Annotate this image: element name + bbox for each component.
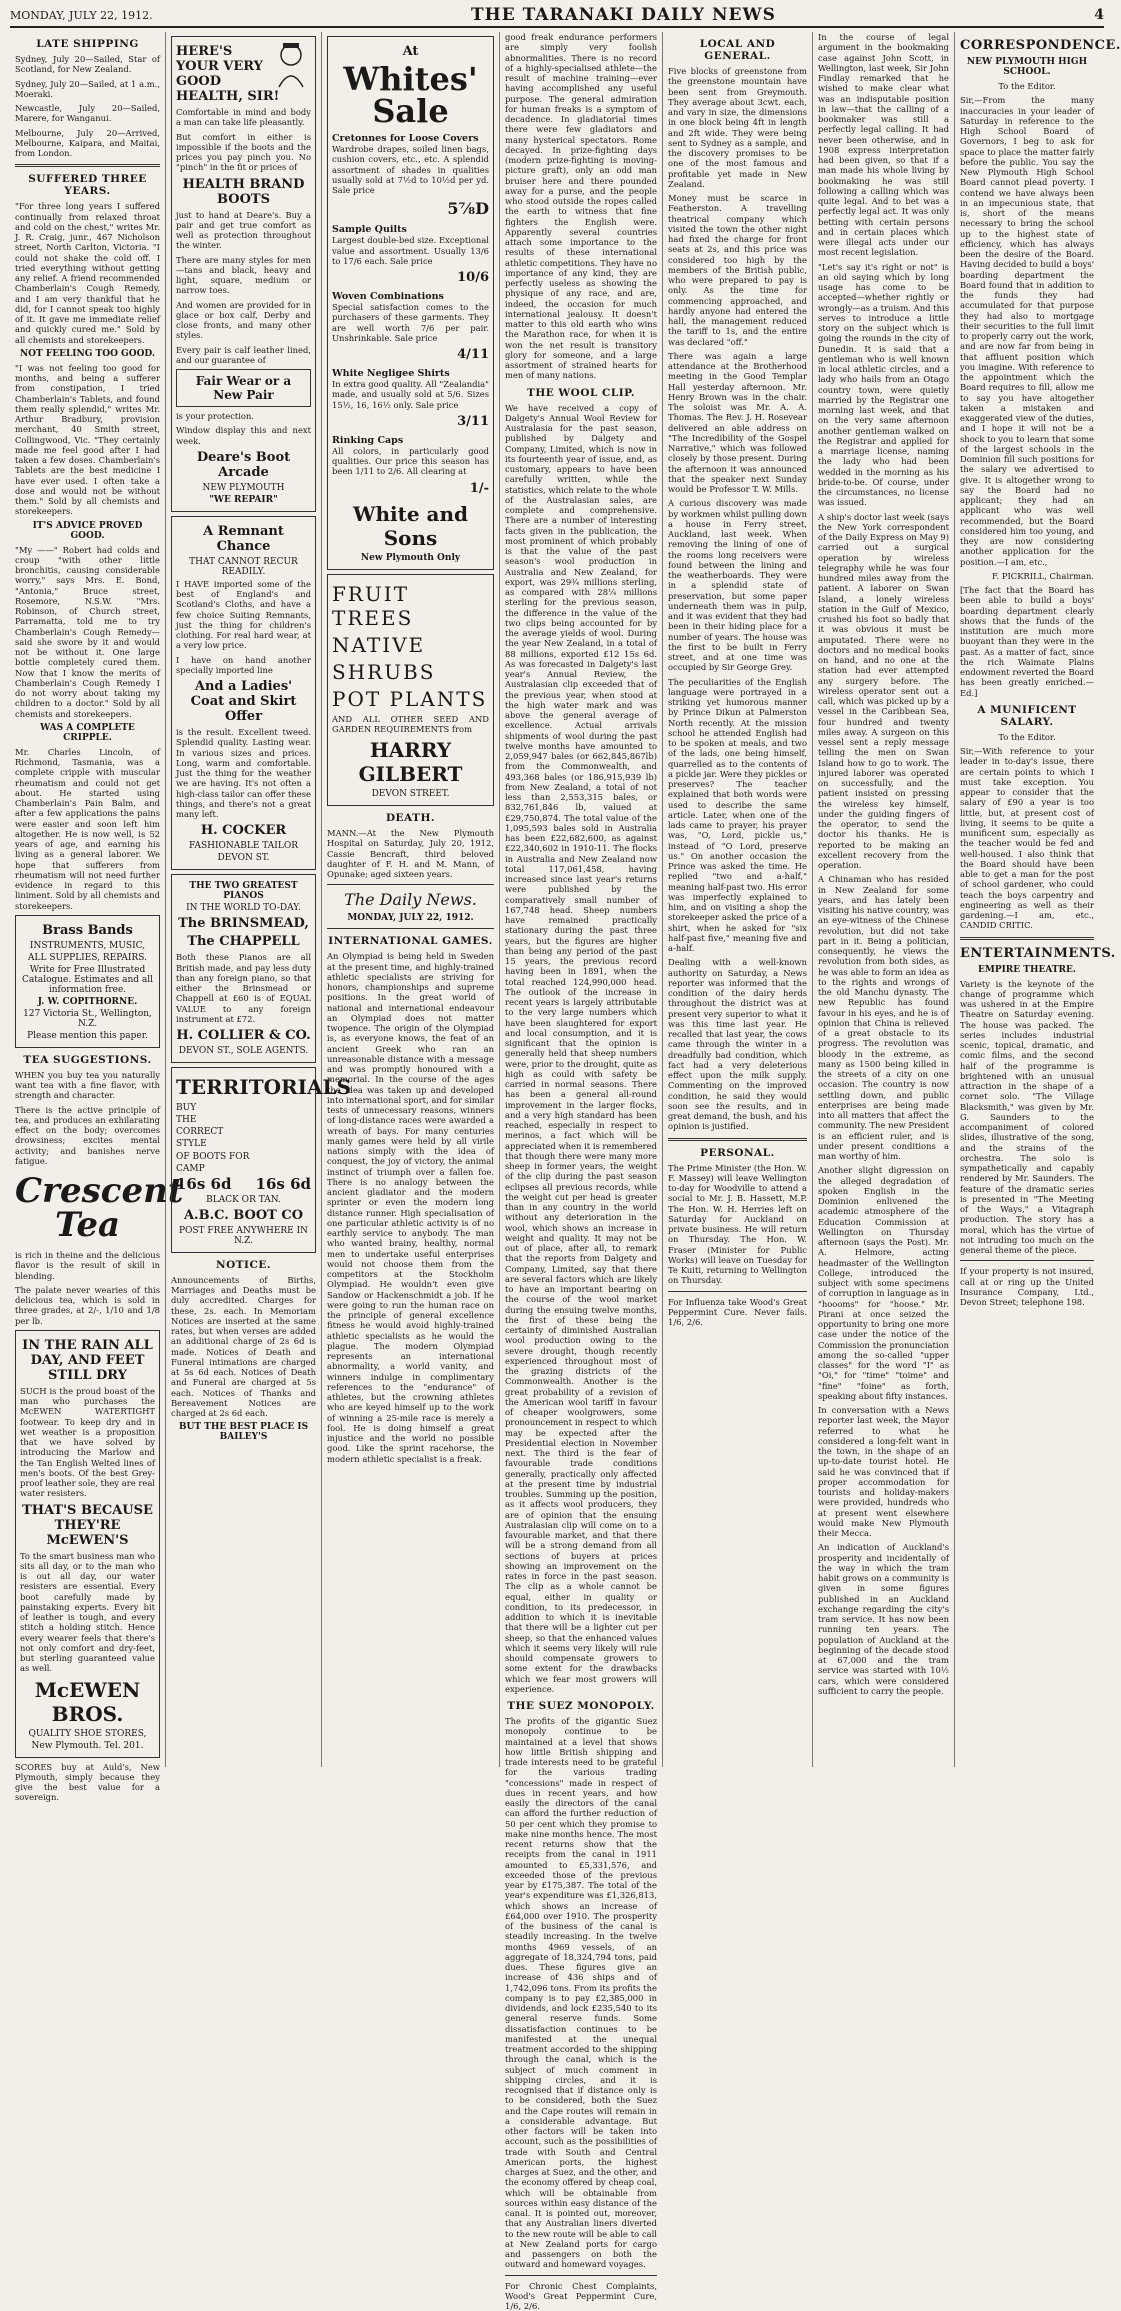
correspondence-head: CORRESPONDENCE.	[960, 38, 1094, 53]
article-para: Money must be scarce in Featherston. A travelling theatrical company which visited the town the other night had fixed the charge for front seats at 2s, and this price was considered too high by the members of the British public, who were prepared to pay is only. As the time for commencing approached, and hardly anyone had entered the hall, the management reduced the tariff to 1s, and the entire was declared "off."	[668, 193, 807, 347]
article-para: There is the active principle of tea, and produces an exhilarating effect on the body; overcomes drowsiness; excites mental activity; and banishes nerve fatigue.	[15, 1105, 160, 1167]
divider	[668, 1291, 807, 1292]
column-1	[10, 32, 166, 1767]
sale-item	[332, 435, 489, 496]
remnant-sub: THAT CANNOT RECUR READILY.	[176, 557, 311, 577]
article-para: [The fact that the Board has been able to build a boys' boarding department clearly shows that the funds of the institution are much more buoyant than they were in the past. As a matter of fact, since the rich Waimate Plains endowment reverted the Board has been greatly enriched.—Ed.]	[960, 585, 1094, 698]
article-para: Mr. Charles Lincoln, of Richmond, Tasmania, was a complete cripple with muscular rheumatism and could not get about. He started using Chamberlain's Pain Balm, and after a few applications the pains were easier and soon left him altogether. He is now well, is 52 years of age, and earning his living as a general laborer. We hope that sufferers from rheumatism will not need further evidence in regard to this liniment. Sold by all chemists and storekeepers.	[15, 747, 160, 911]
territorials-ad	[171, 1067, 316, 1253]
entertainments-sub: EMPIRE THEATRE.	[960, 965, 1094, 975]
article-para: To the Editor.	[960, 81, 1094, 91]
column-5	[663, 32, 813, 1767]
brass-title: Brass Bands	[20, 923, 155, 938]
article-para: In conversation with a News reporter last week, the Mayor referred to what he considered a long-felt want in the town, in the shape of an up-to-date tourist hotel. He said he was convinced that if proper accommodation for tourists and holiday-makers were provided, hundreds who at present went elsewhere would make New Plymouth their Mecca.	[818, 1405, 949, 1538]
article-para: We have received a copy of Dalgety's Annual Wool Review for Australasia for the past season, published by Dalgety and Company, Limited, which is now in its fourteenth year of issue, and, as customary, appears to have been carefully written, while the statistics, which relate to the whole of the Australasian sales, are complete and comprehensive. There are a number of interesting facts given in the publication, the most prominent of which probably is that the value of the past season's wool production in Australia and New Zealand, for export, was 29¾ millions sterling, as compared with 28¼ millions sterling for the previous season, the difference in the value of the two clips being accounted for by the average yields of wool. During the year New Zealand, in a total of 88 millions, exported £12 15s 6d. As was forecasted in Dalgety's last year's Annual Review, the Australasian clip exceeded that of the previous year, when stood at the high water mark and was above the general average of excellence. Actual arrivals shipments of wool during the past twelve months have amounted to 2,059,947 bales (or 662,845,867lb) from the Commonwealth, and 493,368 bales (or 186,915,939 lb) from New Zealand, a total of not less than 2,553,315 bales, or 832,761,846 lb, valued at £29,750,874. The total value of the 1,095,593 bales sold in Australia has been £22,682,600, as against £22,340,602 in 1910-11. The flocks in Australia and New Zealand now total 117,061,458, having increased since last year's returns were published by the comparatively small number of 167,748 head. Sheep numbers have remained practically stationary during the past three years, but the figures are higher than being any period of the past 15 years, the previous record having been in 1891, when the total reached 124,990,000 head. The outlook of the increase in recent years is largely attributable to the very large numbers which have been slaughtered for export and local consumption, and it is significant that the opinion is generally held that sheep numbers were, prior to the drought, quite as high as could with safety be carried in normal seasons. There has been a general all-round improvement in the larger flocks, and a very high standard has been reached, especially in respect to merinos, a fact which will be appreciated when it is remembered that though there were many more sheep in former years, the weight of the clip during the past season eclipses all previous records, while the weight cut per head is greater than in any country in the world without any deterioration in the wool, which shows an increase in weight and quality. It may not be out of place, after all, to remark that the reports from Dalgety and Company, Limited, say that there are several factors which are likely to have an important bearing on the course of the wool market during the ensuing twelve months, the first of these being the certainty of diminished Australian wool production owing to the severe drought, though recently experienced throughout most of the grazing districts of the Commonwealth. Another is the great probability of a revision of the American wool tariff in favour of cheaper woolgrowers, some pronouncement in respect to which may be expected after the Presidential election in November next. The third is the fear of favourable trade conditions generally, practically only affected at the present time by industrial troubles. Summing up the position, as it affects wool producers, they are of opinion that the ensuing Australasian clip will come on to a favourable market, and that there will be a strong demand from all sections of buyers at prices showing an improvement on the rates in force in the past season. The clip as a whole cannot be equal, either in quality or condition, to its predecessor, in addition to which it is inevitable that there will be a lighter cut per sheep, so that the enhanced values which it seems very likely will rule should compensate growers to some extent for the drawbacks which we fear most growers will experience.	[505, 403, 657, 1695]
article-para: I HAVE imported some of the best of England's and Scotland's Cloths, and have a few choice Suiting Remnants, just the thing for children's clothing. For real hard wear, at a very low price.	[176, 579, 311, 651]
divider	[505, 2275, 657, 2276]
whites-sale-ad	[327, 36, 494, 570]
article-para: MANN.—At the New Plymouth Hospital on Saturday, July 20, 1912, Cassie Bencraft, third beloved daughter of F. H. and M. Mann, of Opunake; aged sixteen years.	[327, 828, 494, 879]
column-4	[500, 32, 663, 1767]
article-para: Dealing with a well-known authority on Saturday, a News reporter was informed that the condition of the dairy herds throughout the district was at present very superior to what it was this time last year. He recalled that last year, the cows came through the winter in a dreadfully bad condition, which fact had a very deleterious effect upon the milk supply. Commenting on the improved condition, he said they would soon see the results, and in great demand, the bush, and his opinion is justified.	[668, 957, 807, 1131]
sale-item-price: 3/11	[332, 414, 489, 429]
piano-name: The CHAPPELL	[176, 934, 311, 949]
article-para: I have on hand another specially imported line	[176, 655, 311, 676]
divider	[960, 1260, 1094, 1261]
subhead: IT'S ADVICE PROVED GOOD.	[15, 521, 160, 541]
territorials-line: THE	[176, 1114, 311, 1126]
article-para: F. PICKRILL, Chairman.	[960, 571, 1094, 581]
sale-item-title: Woven Combinations	[332, 291, 489, 302]
mcewen-head: THAT'S BECAUSE THEY'RE McEWEN'S	[20, 1503, 155, 1548]
article-para: good freak endurance performers are simply very foolish abnormalities. There is no record of a highly-specialised athlete—the result of machine training—ever having accomplished any useful purpose. The general admiration for human freaks is a symptom of decadence. In gladiatorial times there were few gladiators and many hysterical spectators. Rome decayed. In prize-fighting days (modern prize-fighting is moving-picture graft), only an odd man bruiser here and there pounded away for a purse, and the people who stood outside the ropes called the earth to witness that fine fighters the English were. Apparently several countries attach some importance to the results of these international athletic competitions. They have no importance of any kind, they are perfectly useless as showing the physique of any race, and are, indeed, the occasion for much international jealousy. It doesn't matter to this old earth who wins the Marathon race, for when it is won the net result is transitory glory for someone, and a large assortment of strained hearts for men of many nations.	[505, 32, 657, 381]
abc-boot-title: A.B.C. BOOT CO	[176, 1208, 311, 1223]
divider	[327, 884, 494, 885]
post-free-line: POST FREE ANYWHERE IN N.Z.	[176, 1226, 311, 1246]
collier-addr: DEVON ST., SOLE AGENTS.	[176, 1046, 311, 1056]
article-para: The Prime Minister (the Hon. W. F. Massey) will leave Wellington to-day for Woodville to attend a social to Mr. J. B. Hassett, M.P. The Hon. W. H. Herries left on Saturday for Auckland on private business. He will return on Thursday. The Hon. W. Fraser (Minister for Public Works) will leave on Tuesday for Te Kuiti, returning to Wellington on Thursday.	[668, 1163, 807, 1286]
issue-date: MONDAY, JULY 22, 1912.	[10, 9, 153, 22]
sale-item-title: White Negligee Shirts	[332, 368, 489, 379]
shipping-item: Sydney, July 20—Sailed, at 1 a.m., Moeraki.	[15, 79, 160, 100]
suffered-head: SUFFERED THREE YEARS.	[15, 173, 160, 197]
collier-name: H. COLLIER & CO.	[176, 1028, 311, 1043]
article-para: In the course of legal argument in the bookmaking case against John Scott, in Wellington, last week, Sir John Findlay remarked that he wished to make clear what was an indisputable position in law—that the calling of a bookmaker was still a perfectly legal calling. It had never been otherwise, and in 1908 express interpretation had been given, so that if a man made his whole living by bookmaking he was still following a calling which was quite legal. And to bet was a perfectly legal act. It was only betting with certain persons and in certain places which were illegal acts under our most recent legislation.	[818, 32, 949, 258]
fair-wear-box: Fair Wear or a New Pair	[176, 369, 311, 407]
crescent-tea-logo: Crescent Tea	[15, 1174, 160, 1242]
sale-item-price: 1/-	[332, 481, 489, 496]
cocker-line: FASHIONABLE TAILOR	[176, 841, 311, 851]
page-number: 4	[1094, 7, 1104, 23]
sale-item-desc: In extra good quality. All "Zealandia" made, and usually sold at 5/6. Sizes 15½, 16, 16½ only. Sale price	[332, 379, 489, 410]
article-para: Variety is the keynote of the change of programme which was ushered in at the Empire Theatre on Saturday evening. The house was packed. The series includes industrial scenic, topical, dramatic, and comic films, and the second half of the programme is brightened with an unusual attraction in the shape of a cornet solo. "The Village Blacksmith," was given by Mr. G. Saunders to the accompaniment of colored slides, illustrative of the song, and the strains of the orchestra. The solo is sympathetically and capably rendered by Mr. Saunders. The feature of the dramatic series is presented in "The Meeting of the Ways," a Vitagraph production. The story has a moral, which has the virtue of not intruding too much on the general theme of the piece.	[960, 979, 1094, 1256]
article-para: There was again a large attendance at the Brotherhood meeting in the Good Templar Hall yesterday afternoon. Mr. Henry Brown was in the chair. The soloist was Mr. A. A. Thomas. The Rev. J. H. Rosevear delivered an able address on "The Incredibility of the Gospel Narrative," which was followed closely by those present. During the afternoon it was announced that the speaker next Sunday would be Professor T. W. Mills.	[668, 351, 807, 495]
territorials-line: CAMP	[176, 1163, 311, 1175]
rain-head: IN THE RAIN ALL DAY, AND FEET STILL DRY	[20, 1338, 155, 1383]
personal-head: PERSONAL.	[668, 1147, 807, 1159]
article-para: To the smart business man who sits all day, or to the man who is out all day, our water resisters are essential. Every boot carefully made by painstaking experts. Every bit of leather is tough, and every stitch a holding stitch. Hence every wearer feels that there's not only comfort and dry-feet, but sterling guaranteed value as well.	[20, 1551, 155, 1674]
price-right: 16s 6d	[256, 1175, 311, 1193]
shipping-item: Melbourne, July 20—Arrived, Melbourne, Kaipara, and Maitai, from London.	[15, 128, 160, 159]
mcewen-line: New Plymouth. Tel. 201.	[20, 1741, 155, 1751]
territorials-list	[176, 1102, 311, 1175]
article-para: There are many styles for men—tans and black, heavy and light, square, medium or narrow toes.	[176, 255, 311, 296]
article-para: just to hand at Deare's. Buy a pair and get true comfort as well as protection throughout the winter.	[176, 210, 311, 251]
sale-item-desc: Wardrobe drapes, soiled linen bags, cushion covers, etc., etc. A splendid assortment of shades in qualities usually sold at 7½d to 10½d per yd. Sale price	[332, 144, 489, 195]
article-para: Both these Pianos are all British made, and pay less duty than any foreign piano, so that either the Brinsmead or Chappell at £60 is of EQUAL VALUE to any foreign instrument at £72.	[176, 952, 311, 1024]
whites-town: New Plymouth Only	[332, 553, 489, 563]
whites-at: At	[332, 44, 489, 59]
article-para: Sir,—With reference to your leader in to-day's issue, there are certain points to which I must take exception. You appear to consider that the salary of £90 a year is too little, but, at present cost of living, it seems to be quite a munificent sum, especially as the teacher would be fed and well-housed. I also think that the Board should have been able to get a man for the post of school gardener, who could teach the boys carpentry and engineering as well as their gardening.—I am, etc., CANDID CRITIC.	[960, 746, 1094, 931]
territorials-line: OF BOOTS FOR	[176, 1151, 311, 1163]
sale-item	[332, 368, 489, 429]
shipping-item: Sydney, July 20—Sailed, Star of Scotland, for New Zealand.	[15, 54, 160, 75]
remnant-head: A Remnant Chance	[176, 524, 311, 554]
color-line: BLACK OR TAN.	[176, 1195, 311, 1205]
subhead: NOT FEELING TOO GOOD.	[15, 349, 160, 359]
article-para: "For three long years I suffered continually from relaxed throat and cold on the chest," writes Mr. J. R. Craig, junr., 467 Nicholson street, North Carlton, Victoria. "I could not shake the cold off. I tried everything without getting any relief. A friend recommended Chamberlain's Cough Remedy, and I am very thankful that he did, for I cannot speak too highly of it. It gave me immediate relief and quickly cured me." Sold by all chemists and storekeepers.	[15, 201, 160, 345]
piano-sub: IN THE WORLD TO-DAY.	[176, 903, 311, 913]
deares-title: Deare's Boot Arcade	[176, 450, 311, 480]
article-para: Sir,—From the many inaccuracies in your leader of Saturday in reference to the High School Board of Governors, I beg to ask for space to place the matter fairly before the public. You say the New Plymouth High School Board cannot plead poverty. I contend we have always been in an impecunious state, that is, short of the means necessary to bring the school up to the highest state of efficiency, which has always been the desire of the Board. Having decided to build a boys' boarding department the Board found that in addition to the funds they had accumulated for that purpose they had also to mortgage their securities to the full limit to properly carry out the work, and are now far from being in that affluent position which you imagine. With reference to the appointment which the Board requires to fill, allow me to say you have altogether taken a mistaken and exaggerated view of the duties, and I hope it will not be a shock to you to learn that some of the largest schools in the Dominion fill such positions for the salary we advertised to give. It is altogether wrong to say the Board had no applicant; they had an applicant who was well recommended, but the Board considered him too young, and they are now considering another application for the position.—I am, etc.,	[960, 95, 1094, 567]
price-row	[176, 1175, 311, 1193]
fruit-line: FRUIT TREES	[332, 582, 489, 630]
article-para: The palate never wearies of this delicious tea, which is sold in three grades, at 2/-, 1/10 and 1/8 per lb.	[15, 1285, 160, 1326]
article-para: A ship's doctor last week (says the New York correspondent of the Daily Express on May 9) carried out a surgical operation by wireless telegraphy while he was four hundred miles away from the patient. A laborer on Swan Island, a lonely wireless station in the Gulf of Mexico, crushed his foot so badly that it was obvious it must be amputated. There were no doctors and no medical books on hand, and no one at the station had ever attempted any surgery before. The wireless operator sent out a call, which was picked up by a vessel in the Caribbean Sea, four hundred and twenty miles away. A surgeon on this vessel sent a reply message telling the men on Swan Island how to go to work. The injured laborer was operated on successfully, and the patient insisted on pressing the wireless key himself, under the guiding fingers of the operator, to send the doctor his thanks. He is reported to be making an excellent recovery from the operation.	[818, 512, 949, 871]
mcewen-line: QUALITY SHOE STORES,	[20, 1729, 155, 1739]
notice-head: NOTICE.	[171, 1259, 316, 1271]
rain-ad	[15, 1330, 160, 1758]
bailey-line: BUT THE BEST PLACE IS BAILEY'S	[171, 1422, 316, 1442]
newspaper-title: THE TARANAKI DAILY NEWS	[471, 5, 776, 25]
article-para: But comfort in either is impossible if the boots and the prices you pay pinch you. No "pinch" in the fit or prices of	[176, 132, 311, 173]
price-left: 16s 6d	[176, 1175, 231, 1193]
brass-line: ALL SUPPLIES, REPAIRS.	[20, 953, 155, 963]
deares-town: NEW PLYMOUTH	[176, 483, 311, 493]
sale-item	[332, 133, 489, 218]
article-para: SUCH is the proud boast of the man who purchases the McEWEN WATERTIGHT footwear. To keep dry and in wet weather is a proposition that we have solved by introducing the Marlow and the Tan English Welted lines of men's boots. Of the best Grey-proof leather sole, they are real water resisters.	[20, 1386, 155, 1499]
daily-news-title: The Daily News.	[327, 890, 494, 909]
piano-head: THE TWO GREATEST PIANOS	[176, 881, 311, 901]
sale-item-desc: Special satisfaction comes to the purchasers of these garments. They are well worth 7/6 per pair. Unshrinkable. Sale price	[332, 302, 489, 343]
deares-motto: "WE REPAIR"	[176, 495, 311, 505]
article-para: is the result. Excellent tweed. Splendid quality. Lasting wear. In various sizes and prices. Long, warm and comfortable. Just the thing for the weather we are having. It's not often a high-class tailor can offer these things, and there's not a great many left.	[176, 727, 311, 819]
local-general-head: LOCAL AND GENERAL.	[668, 38, 807, 62]
divider	[15, 164, 160, 167]
article-para: An Olympiad is being held in Sweden at the present time, and highly-trained athletic specialists are striving for honors, championships and supreme positions. In the great world of national and international endeavour an Olympiad does not matter twopence. The origin of the Olympiad is, as everyone knows, the feat of an ancient Greek who ran an unreasonable distance with a message and was promptly honoured with a memorial. In the course of the ages the idea was taken up and developed into international sport, and for similar tests of unnecessary reasons, winners of long-distance races were awarded a wreath of bays. For many centuries manly games were held by all virile nations simply with the idea of conquest, the joy of victory, the animal instinct of triumph over a fallen foe. There is no analogy between the ancient gladiator and the modern sprinter or even the modern long distance runner. High specialisation of one particular athletic activity is of no earthly service to anybody. The man who wanted brainy, healthy, normal men to undertake useful enterprises would not choose them from the competitors at the Stockholm Olympiad. He wouldn't even give Sandow or Hackenschmidt a job. If he were going to run the human race on the principle of general excellence fitness he would avoid highly-trained athletic specialists as he would the plague. The modern Olympiad represents an international abnormality, a world vanity, and winners indulge in complimentary references to the "endurance" of athletes, but the crowning athletes who are keyed himself up to the work of winning a 25-mile race is merely a fool. He is doing himself a great injustice and the world no possible good. Like the sprint racehorse, the modern athletic specialist is a freak.	[327, 951, 494, 1464]
ad-line: If your property is not insured, call at or ring up the United Insurance Company, Ltd., Devon Street; telephone 198.	[960, 1266, 1094, 1307]
brass-line: Write for Free Illustrated Catalogue. Estimates and all information free.	[20, 965, 155, 995]
column-3	[322, 32, 500, 1767]
article-para: And women are provided for in glace or box calf, Derby and close fronts, and many other styles.	[176, 300, 311, 341]
sale-item-price: 4/11	[332, 347, 489, 362]
column-6	[813, 32, 955, 1767]
gilbert-addr: DEVON STREET.	[332, 789, 489, 799]
shipping-item: Newcastle, July 20—Sailed, Marere, for Wanganui.	[15, 103, 160, 124]
sale-item	[332, 224, 489, 285]
late-shipping-head: LATE SHIPPING	[15, 38, 160, 50]
column-2	[166, 32, 322, 1767]
entertainments-head: ENTERTAINMENTS.	[960, 946, 1094, 961]
article-para: An indication of Auckland's prosperity and incidentally of the way in which the tram habit grows on a community is given in some figures published in an Auckland exchange regarding the city's tram service. It has now been running ten years. The population of Auckland at the beginning of the decade stood at 67,000 and the tram service was started with 10½ cars, which were considered sufficient to carry the people.	[818, 1542, 949, 1696]
sale-item-title: Cretonnes for Loose Covers	[332, 133, 489, 144]
article-para: SCORES buy at Auld's, New Plymouth, simply because they give the best value for a sovereign.	[15, 1762, 160, 1803]
fruit-trees-ad	[327, 574, 494, 807]
divider	[668, 1138, 807, 1141]
sale-item-title: Sample Quilts	[332, 224, 489, 235]
daily-news-date: MONDAY, JULY 22, 1912.	[327, 913, 494, 923]
article-para: Five blocks of greenstone from the greenstone mountain have been sent from Greymouth. They average about 3cwt. each, and vary in size, the dimensions in one block being 4ft in length and 2ft wide. They were being sent to Sydney as a sample, and the discovery promises to be one of the most famous and profitable yet made in New Zealand.	[668, 66, 807, 189]
tea-head: TEA SUGGESTIONS.	[15, 1054, 160, 1066]
mcewen-name: McEWEN BROS.	[20, 1678, 155, 1726]
article-para: Window display this and next week.	[176, 425, 311, 446]
fruit-small: AND ALL OTHER SEED AND GARDEN REQUIREMENTS from	[332, 714, 489, 735]
article-para: WHEN you buy tea you naturally want tea with a fine flavor, with strength and character.	[15, 1070, 160, 1101]
brass-line: J. W. COPITHORNE.	[20, 997, 155, 1007]
article-para: The profits of the gigantic Suez monopoly continue to be maintained at a level that shows how little British shipping and trade interests need to be grateful for the various trading "concessions" made in respect of dues in recent years, and how easily the directors of the canal can afford the further reduction of 50 per cent which they promise to make nine months hence. The most recent returns show that the receipts from the canal in 1911 amounted to £5,331,576, and exceeded those of the previous year by £175,387. The total of the year's expenditure was £1,326,813, which shows an increase of £64,000 over 1910. The prosperity of the business of the canal is steadily increasing. In the twelve months 4969 vessels, of an aggregate of 18,324,794 tons, paid dues. These figures give an increase of 436 ships and of 1,742,096 tons. From its profits the company is to pay £2,385,000 in dividends, and lock £235,540 to its general reserve funds. Some dissatisfaction continues to be manifested at the unequal treatment accorded to the shipping through the canal, which is the subject of much comment in shipping circles, and it is recognised that if distance only is to be considered, both the Suez and the Cape routes will remain in a considerable advantage. But other factors will be taken into account, such as the possibilities of trade with South and Central American ports, the highest charges at Suez, and the other, and the economy offered by cheap coal, which will be obtainable from sources within easy distance of the canal. It is pointed out, moreover, that any Australian liners diverted to the new route will be able to call at New Zealand ports for cargo and passengers on both the outward and homeward voyages.	[505, 1716, 657, 2270]
gilbert-name: HARRY GILBERT	[332, 738, 489, 786]
games-head: INTERNATIONAL GAMES.	[327, 935, 494, 947]
divider	[960, 937, 1094, 940]
fruit-line: SHRUBS	[332, 660, 489, 684]
sale-item-title: Rinking Caps	[332, 435, 489, 446]
fruit-line: NATIVE	[332, 633, 489, 657]
suez-head: THE SUEZ MONOPOLY.	[505, 1700, 657, 1712]
article-para: Every pair is calf leather lined, and our guarantee of	[176, 345, 311, 366]
territorials-line: CORRECT	[176, 1126, 311, 1138]
sale-item-desc: All colors, in particularly good qualities. Our price this season has been 1/11 to 2/6. All clearing at	[332, 446, 489, 477]
whites-title: Whites' Sale	[332, 63, 489, 127]
remnant-ad	[171, 516, 316, 871]
cocker-line: DEVON ST.	[176, 853, 311, 863]
ad-line: For Chronic Chest Complaints, Wood's Great Peppermint Cure, 1/6, 2/6.	[505, 2281, 657, 2311]
divider	[327, 928, 494, 929]
health-brand-ad	[171, 36, 316, 512]
brass-bands-ad	[15, 915, 160, 1048]
brass-line: 127 Victoria St., Wellington, N.Z.	[20, 1009, 155, 1029]
sale-item	[332, 291, 489, 362]
health-head: HERE'S YOUR VERY GOOD HEALTH, SIR!	[176, 44, 311, 104]
cocker-name: H. COCKER	[176, 823, 311, 838]
article-para: is rich in theine and the delicious flavor is the result of skill in blending.	[15, 1250, 160, 1281]
article-para: A Chinaman who has resided in New Zealand for some years, and has lately been visiting his native country, was an eye-witness of the Chinese revolution, but did not take part in it. Being a politician, consequently, he views the revolution from both sides, as he was able to form an idea as to the rights and wrongs of the old Manchu dynasty. The new Republic has found favour in his eyes, and he is of opinion that China is relieved of a great obstacle to its progress. The revolution was bloody in the extreme, as many as 1500 being killed in the streets of a city on one occasion. The country is now settling down, and public enterprises are being made into all matters that affect the community. The new President is an efficient ruler, and is under present conditions a man worthy of him.	[818, 874, 949, 1161]
sale-item-price: 10/6	[332, 270, 489, 285]
article-para: "I was not feeling too good for months, and being a sufferer from constipation, I tried Chamberlain's Tablets, and found them really splendid," writes Mr. Arthur Bradbury, provision merchant, 40 Smith street, Collingwood, Vic. "They certainly made me feel good after I had taken a few doses. Chamberlain's Tablets are the best medicine I have ever used. I often take a dose and would not be without them." Sold by all chemists and storekeepers.	[15, 363, 160, 517]
fruit-line: POT PLANTS	[332, 687, 489, 711]
health-brand-title: HEALTH BRAND BOOTS	[176, 177, 311, 207]
death-head: DEATH.	[327, 812, 494, 824]
brass-line: Please mention this paper.	[20, 1031, 155, 1041]
piano-ad	[171, 874, 316, 1063]
territorials-title: TERRITORIALS	[176, 1075, 311, 1099]
article-para: "Let's say it's right or not" is an old saying which by long usage has come to be accepted—whether rightly or wrongly—as a truism. And this serves to introduce a little story on the subject which is going the rounds in the city of Dunedin. It is said that a gentleman who is well known in local athletic circles, and a lady who hails from an Otago country town, were quietly married by the Registrar one morning last week, and that on the very same afternoon another gentleman walked on the Registrar and applied for a marriage license, naming the lady who had been wedded in the morning as his bride-to-be. Of course, under the circumstances, no license was issued.	[818, 262, 949, 508]
subhead: WAS A COMPLETE CRIPPLE.	[15, 723, 160, 743]
ladies-coat-head: And a Ladies' Coat and Skirt Offer	[176, 679, 311, 724]
article-para: The peculiarities of the English language were portrayed in a striking yet humorous manner by Prince Dikun at Palmerston North recently. At the mission school he attended English had to be spoken at meals, and two of the lads, one being himself, quarrelled as to the contents of a pickle jar. Were they pickles or preserves? The teacher explained that both words were used to describe the same article. Later, when one of the lads came to prayer, his prayer was, "O, Lord, pickle us," instead of "O Lord, preserve us." On another occasion the Prince was asked the time. He replied "two and a-half," meaning half-past two. His error was imperfectly explained to him, and on visiting a shop the storekeeper asked the price of a shirt, when he asked for "six half-past five," meaning five and a-half.	[668, 677, 807, 954]
salary-head: A MUNIFICENT SALARY.	[960, 704, 1094, 728]
article-para: Announcements of Births, Marriages and Deaths must be duly accredited. Charges for these, 2s. each. In Memoriam Notices are inserted at the same rates, but when verses are added an additional charge of 2s 6d is made. Notices of Death and Funeral intimations are charged at 5s 6d each. Notices of Death and Funeral are charged at 5s each. Notices of Thanks and Bereavement Notices are charged at 2s 6d each.	[171, 1275, 316, 1419]
correspondence-sub: NEW PLYMOUTH HIGH SCHOOL.	[960, 57, 1094, 77]
article-para: Comfortable in mind and body a man can take life pleasantly.	[176, 107, 311, 128]
territorials-line: BUY	[176, 1102, 311, 1114]
article-para: is your protection.	[176, 411, 311, 421]
ad-line: For Influenza take Wood's Great Peppermint Cure. Never fails. 1/6, 2/6.	[668, 1297, 807, 1328]
cartoon-figure-icon	[271, 41, 311, 87]
territorials-line: STYLE	[176, 1138, 311, 1150]
sale-item-desc: Largest double-bed size. Exceptional value and assortment. Usually 13/6 to 17/6 each. Sale price	[332, 235, 489, 266]
piano-name: The BRINSMEAD,	[176, 916, 311, 931]
brass-line: INSTRUMENTS, MUSIC,	[20, 941, 155, 951]
sale-item-price: 5⅞D	[332, 199, 489, 218]
article-para: Another slight digression on the alleged degradation of spoken English in the Dominion enlivened the academic atmosphere of the Education Commission at Wellington on Thursday afternoon (says the Post). Mr. A. Helmore, acting headmaster of the Wellington College, introduced the subject with some specimens of corruption in language as in "hoooms" for "hoose." Mr. Pirani at once seized the opportunity to bring one more case under the notice of the Commission the pronunciation among the so-called "upper classes" for the word "I" as "Oi," for "time" "toime" and "fine" "foine" as forth, speaking about fifty instances.	[818, 1165, 949, 1401]
article-para: A curious discovery was made by workmen whilst pulling down a house in Ferry street, Auckland, last week. When removing the lining of one of the rooms long receivers were found between the lining and the weatherboards. They were in a splendid state of preservation, but some paper underneath them was in pulp, and it was evident that they had been in their hiding place for a number of years. The house was the first to be built in Ferry street, and at one time was occupied by Sir George Grey.	[668, 498, 807, 672]
wool-head: THE WOOL CLIP.	[505, 387, 657, 399]
whites-store: White and Sons	[332, 502, 489, 550]
masthead	[10, 4, 1104, 28]
column-7	[955, 32, 1099, 1767]
article-para: To the Editor.	[960, 732, 1094, 742]
article-para: "My ——" Robert had colds and croup "with other little bronchitis, causing considerable worry," says Mrs. E. Bond, "Antonia," Bruce street, Rosemore, N.S.W. "Mrs. Robinson, of Church street, Parramatta, told me to try Chamberlain's Cough Remedy—said she swore by it and would not be without it. One large bottle completely cured them. Now that I know the merits of Chamberlain's Cough Remedy I do not worry about taking my children to a doctor." Sold by all chemists and storekeepers.	[15, 545, 160, 719]
